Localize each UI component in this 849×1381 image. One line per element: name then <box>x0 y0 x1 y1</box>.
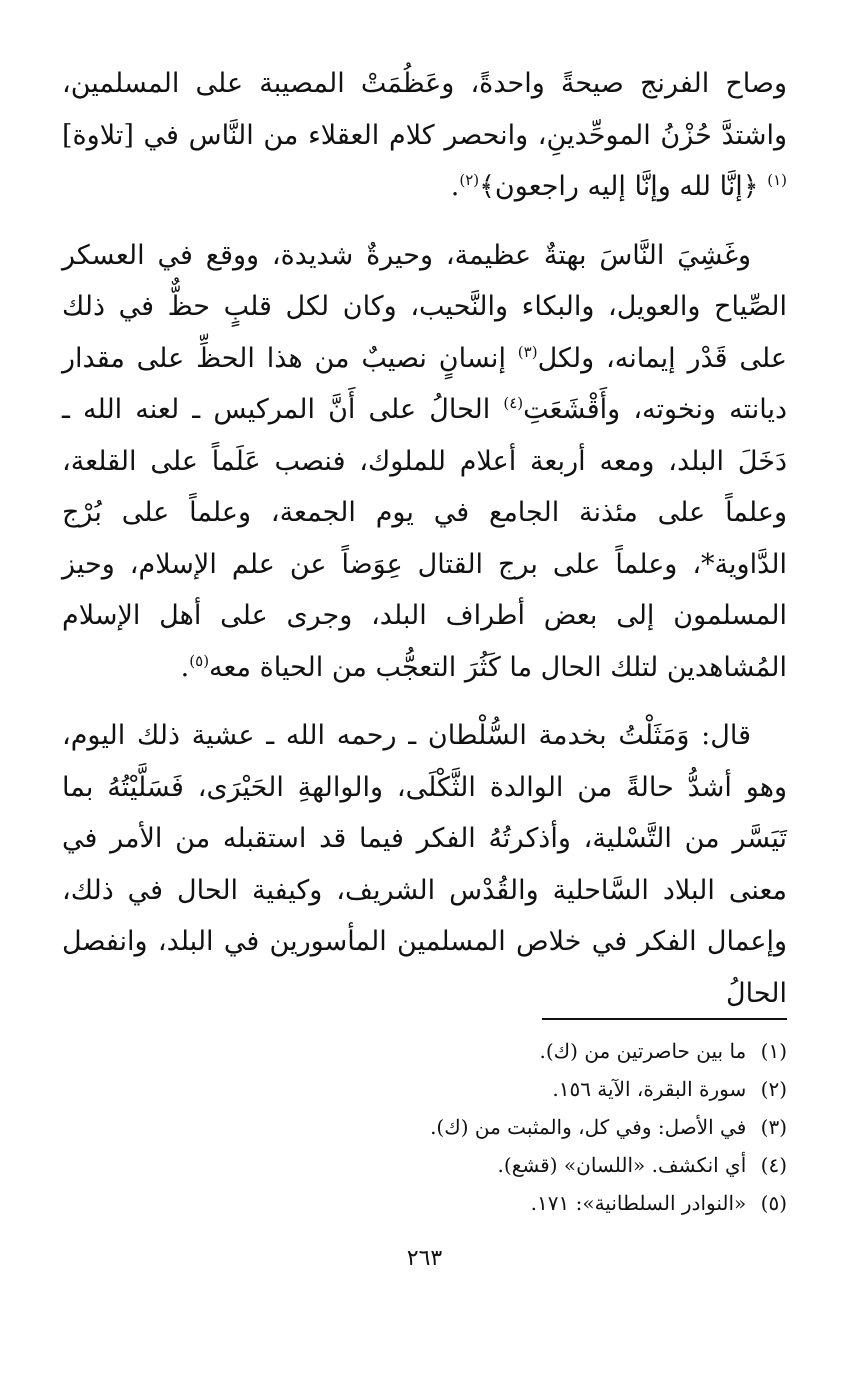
footnote-text: سورة البقرة، الآية ١٥٦. <box>552 1077 747 1101</box>
footnote-text: في الأصل: وفي كل، والمثبت من (ك). <box>430 1115 747 1139</box>
text-run: إنسانٍ نصيبٌ من هذا الحظِّ على مقدار ديانته ونخوته، وأَقْشَعَتِ <box>62 342 787 425</box>
footnotes-list <box>62 1032 787 1222</box>
footnote-reference: (٥) <box>189 651 210 670</box>
footnote-number: (٢) <box>760 1077 787 1101</box>
footnote-reference: (١) <box>767 171 787 189</box>
footnote-number: (١) <box>760 1039 787 1063</box>
footnote-text: ما بين حاصرتين من (ك). <box>539 1039 747 1063</box>
paragraph-1 <box>62 58 787 213</box>
footnote-text: أي انكشف. «اللسان» (قشع). <box>497 1153 747 1177</box>
footnote-1 <box>62 1032 787 1070</box>
footnote-text: «النوادر السلطانية»: ١٧١. <box>530 1191 747 1215</box>
footnote-number: (٣) <box>760 1115 787 1139</box>
footnote-4 <box>62 1146 787 1184</box>
text-run: . <box>180 651 190 683</box>
paragraph-2 <box>62 230 787 694</box>
paragraph-3 <box>62 710 787 1019</box>
footnote-separator <box>542 1018 787 1020</box>
footnote-reference: (٣) <box>517 342 538 361</box>
text-run: . <box>450 171 460 202</box>
footnote-5 <box>62 1184 787 1222</box>
footnote-number: (٥) <box>760 1191 787 1215</box>
text-run: وغَشِيَ النَّاسَ بهتةٌ عظيمة، وحيرةٌ شديدة، ووقع في العسكر الصِّياح والعويل، والبكاء والنَّحيب، وكان لكل قلبٍ حظٌّ في ذلك على قَدْر إيمانه، ولكل <box>62 239 787 374</box>
text-run: وصاح الفرنج صيحةً واحدةً، وعَظُمَتْ المصيبة على المسلمين، واشتدَّ حُزْنُ الموحِّدينِ، وانحصر كلام العقلاء من النَّاس في [تلاوة] <box>62 68 787 151</box>
footnote-number: (٤) <box>760 1153 787 1177</box>
text-run: ﴿إنَّا لله وإنَّا إليه راجعون﴾ <box>479 171 768 202</box>
footnote-2 <box>62 1070 787 1108</box>
footnote-3 <box>62 1108 787 1146</box>
text-run: قال: وَمَثَلْتُ بخدمة السُّلْطان ـ رحمه الله ـ عشية ذلك اليوم، وهو أشدُّ حالةً من الوالدة الثَّكْلَى، والوالهةِ الحَيْرَى، فَسَلَّيْتُهُ بما تَيَسَّر من التَّسْلية، وأذكرتُهُ الفكر فيما قد استقبله من الأمر في معنى البلاد السَّاحلية والقُدْس الشريف، وكيفية الحال في ذلك، وإعمال الفكر في خلاص المسلمين المأسورين في البلد، وانفصل الحالُ <box>62 720 787 1009</box>
text-run: الحالُ على أَنَّ المركيس ـ لعنه الله ـ دَخَلَ البلد، ومعه أربعة أعلام للملوك، فنصب عَلَماً على القلعة، وعلماً على مئذنة الجامع في يوم الجمعة، وعلماً على بُرْج الدَّاوية*، وعلماً على برج القتال عِوَضاً عن علم الإسلام، وحيز المسلمون إلى بعض أطراف البلد، وجرى على أهل الإسلام المُشاهدين لتلك الحال ما كَثُرَ التعجُّب من الحياة معه <box>62 394 787 683</box>
footnote-reference: (٤) <box>503 394 524 412</box>
footnote-reference: (٢) <box>459 171 480 189</box>
main-text <box>62 58 787 1019</box>
page-number: ٢٦٣ <box>406 1246 443 1271</box>
